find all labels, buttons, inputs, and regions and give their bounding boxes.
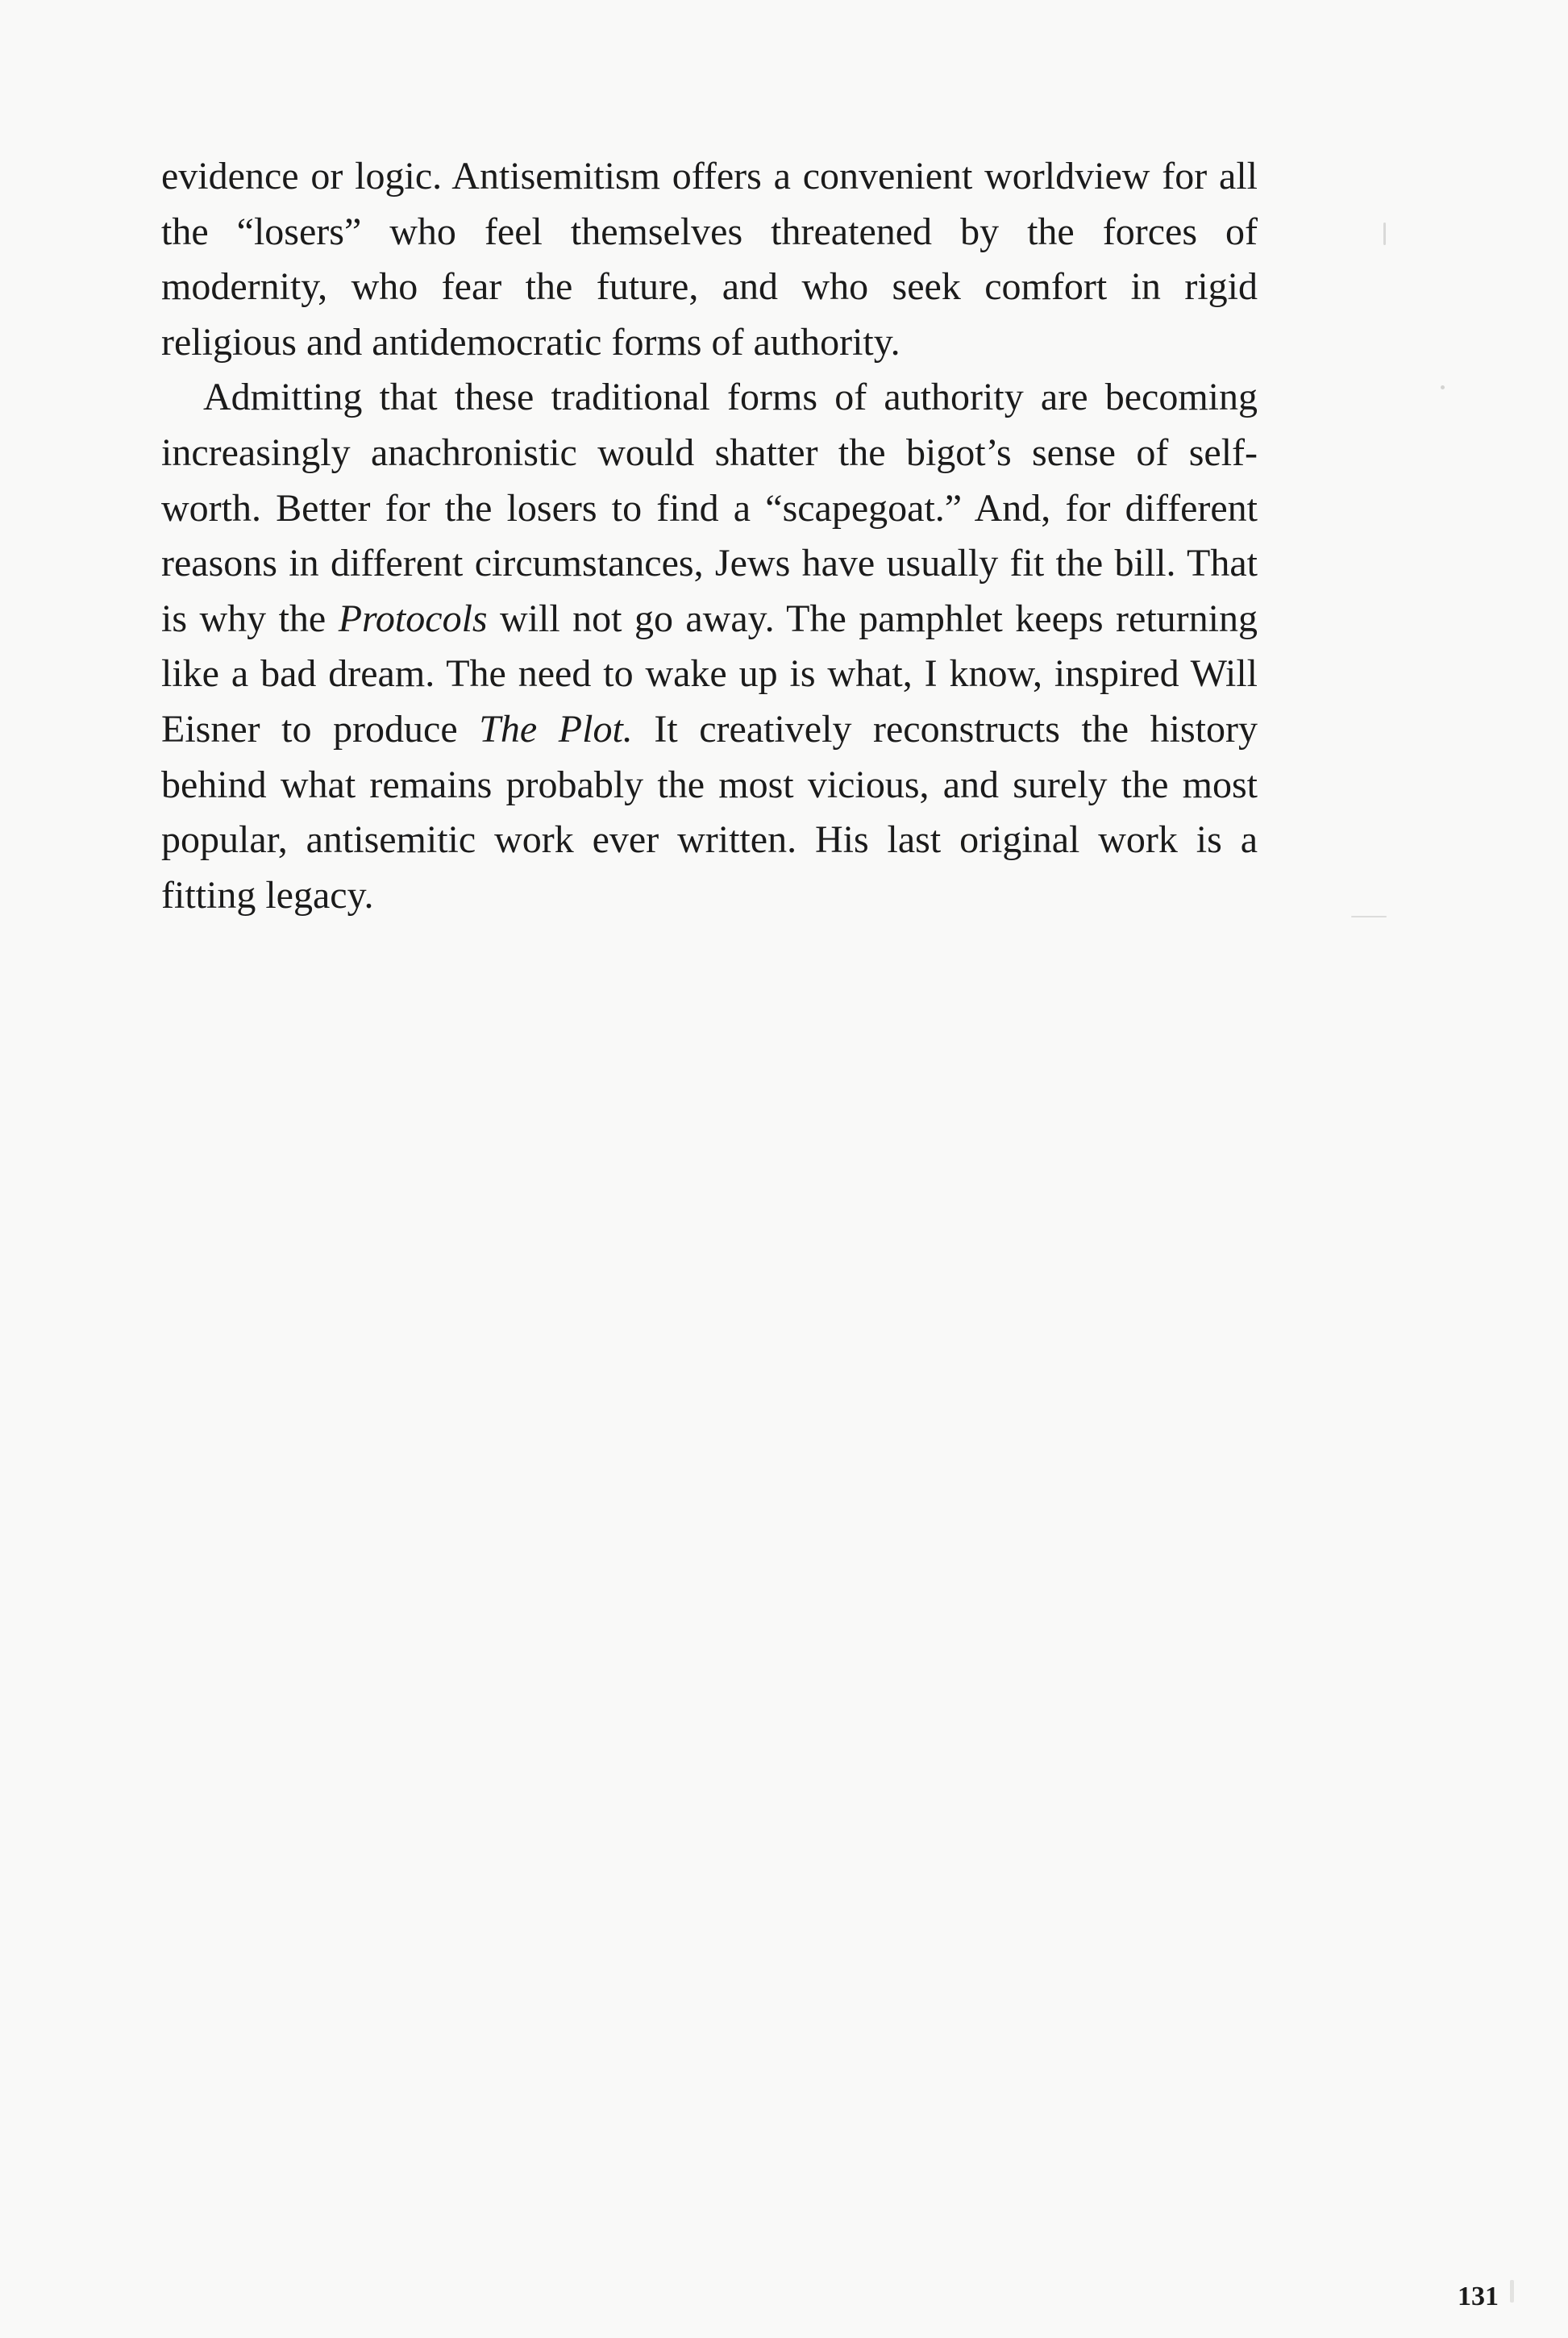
text-run: evidence or logic. Antisemitism offers a convenient worldview for all the “losers” who feel themselves threatened by the forces of modernity, who fear the future, and who seek comfort in rigid religious and antidemocratic forms of authority.: [161, 155, 1258, 364]
paragraph-2: [161, 370, 1258, 923]
scan-speck: [1383, 223, 1386, 245]
italic-title: Protocols: [338, 597, 488, 640]
scan-speck: [1510, 2280, 1514, 2303]
text-run: It creatively reconstructs the history behind what remains probably the most vicious, and surely the most popular, antisemitic work ever written. His last original work is a fitting legacy.: [161, 707, 1258, 917]
body-text: [161, 149, 1258, 923]
scan-speck: [1441, 385, 1445, 389]
text-run: will not go away. The pamphlet keeps returning like a bad dream. The need to wake up is what, I know, inspired Will Eisner to produce: [161, 597, 1258, 751]
italic-title: The Plot.: [479, 707, 633, 751]
page-number: 131: [1458, 2282, 1499, 2311]
text-run: Admitting that these traditional forms of authority are becoming increasingly anachronistic would shatter the bigot’s sense of self-worth. Better for the losers to find a “scapegoat.” And, for different reasons in different circumstances, Jews have usually fit the bill. That is why the: [161, 376, 1258, 640]
scan-speck: [1351, 916, 1387, 917]
paragraph-1: [161, 149, 1258, 370]
